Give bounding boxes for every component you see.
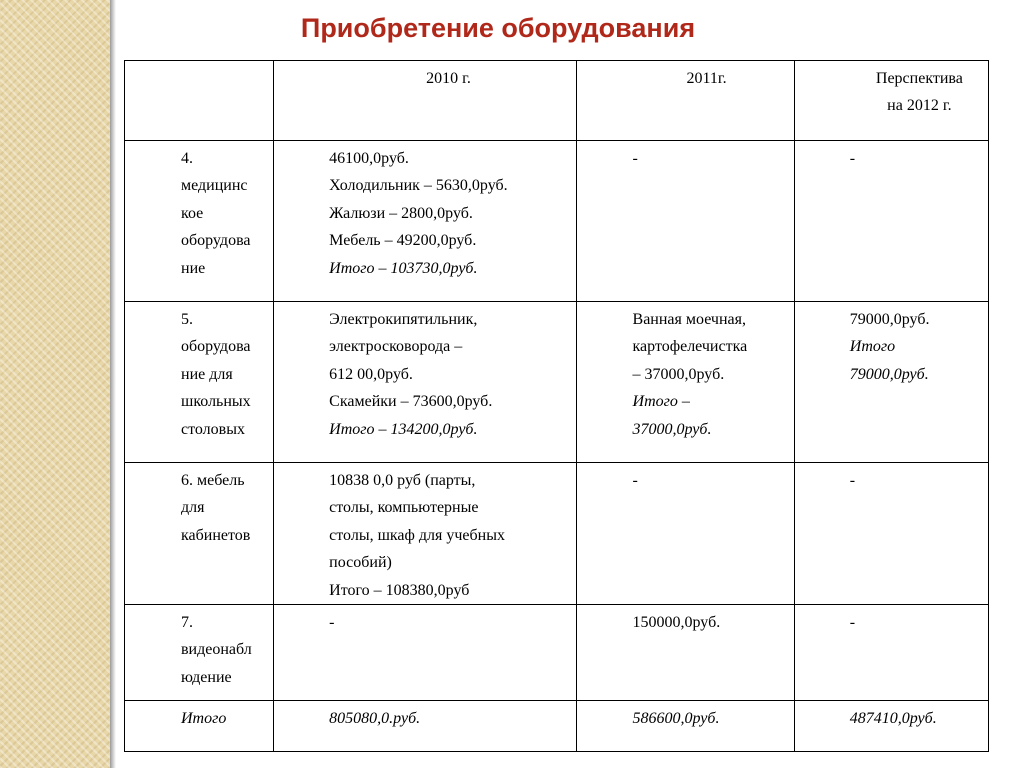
text-line: 4. [181,150,193,167]
text-line: Холодильник – 5630,0руб. [329,177,508,195]
text-line: - [632,472,638,489]
cell-2012 [794,605,988,701]
cell-2011 [576,605,794,701]
header-cell-2010: 2010 г. [274,61,576,141]
cell-2012 [794,302,988,463]
text-line: 5. [181,311,193,328]
text-line: кое [181,204,204,222]
cell-2010 [274,141,576,302]
equipment-table [124,60,989,752]
text-line: видеонабл [181,641,252,659]
text-line: оборудова [181,338,251,356]
text-line: юдение [181,668,232,686]
text-line: Итого – 108380,0руб [329,581,470,599]
text-line: 6. мебель [181,472,245,489]
text-line: – 37000,0руб. [632,365,725,383]
text-line: школьных [181,393,251,411]
category-cell [125,302,274,463]
text-line: картофелечистка [632,338,748,356]
total-2011: 586600,0руб. [576,701,794,752]
header-2012-line: на 2012 г. [887,97,952,115]
cell-2012 [794,141,988,302]
cell-2010 [274,605,576,701]
header-cell-2012 [794,61,988,141]
side-band-shadow [110,0,116,768]
total-line: 79000,0руб. [849,365,929,383]
text-line: - [849,150,856,167]
category-cell [125,463,274,605]
text-line: электросковорода – [329,338,463,356]
text-line: 46100,0руб. [329,150,409,167]
text-line: пособий) [329,554,392,572]
text-line: 150000,0руб. [632,614,721,632]
text-line: столы, компьютерные [329,499,479,517]
text-line: Ванная моечная, [632,311,746,328]
total-line: Итого – 103730,0руб. [329,259,478,277]
text-line: ние для [181,365,233,383]
total-row [125,701,989,752]
text-line: - [849,614,856,632]
table-row [125,605,989,701]
text-line: 7. [181,614,193,632]
header-2012-line: Перспектива [875,70,963,87]
text-line: - [849,472,856,489]
text-line: ние [181,259,206,277]
text-line: столы, шкаф для учебных [329,526,505,544]
header-cell-empty [125,61,274,141]
total-line: Итого – [632,393,690,411]
text-line: Мебель – 49200,0руб. [329,232,477,250]
total-label: Итого [125,701,274,752]
text-line: медицинс [181,177,248,195]
category-cell [125,141,274,302]
cell-2011 [576,463,794,605]
total-2010: 805080,0.руб. [274,701,576,752]
text-line: оборудова [181,232,251,250]
text-line: 10838 0,0 руб (парты, [329,472,476,489]
text-line: Электрокипятильник, [329,311,478,328]
decorative-side-band [0,0,110,768]
cell-2011 [576,302,794,463]
text-line: - [632,150,638,167]
header-row [125,61,989,141]
cell-2010 [274,463,576,605]
header-cell-2011: 2011г. [576,61,794,141]
total-line: 37000,0руб. [632,420,712,438]
table-row [125,302,989,463]
cell-2011 [576,141,794,302]
table-row [125,463,989,605]
text-line: Жалюзи – 2800,0руб. [329,204,473,222]
text-line: для [181,499,205,517]
cell-2012 [794,463,988,605]
text-line: Скамейки – 73600,0руб. [329,393,493,411]
total-line: Итого – 134200,0руб. [329,420,478,438]
table-row [125,141,989,302]
cell-2010 [274,302,576,463]
total-line: Итого [849,338,896,356]
text-line: 79000,0руб. [849,311,930,328]
text-line: - [329,614,335,632]
total-2012: 487410,0руб. [794,701,988,752]
text-line: кабинетов [181,526,251,544]
text-line: 612 00,0руб. [329,365,413,383]
page-title: Приобретение оборудования [300,13,696,43]
text-line: столовых [181,420,245,438]
category-cell [125,605,274,701]
